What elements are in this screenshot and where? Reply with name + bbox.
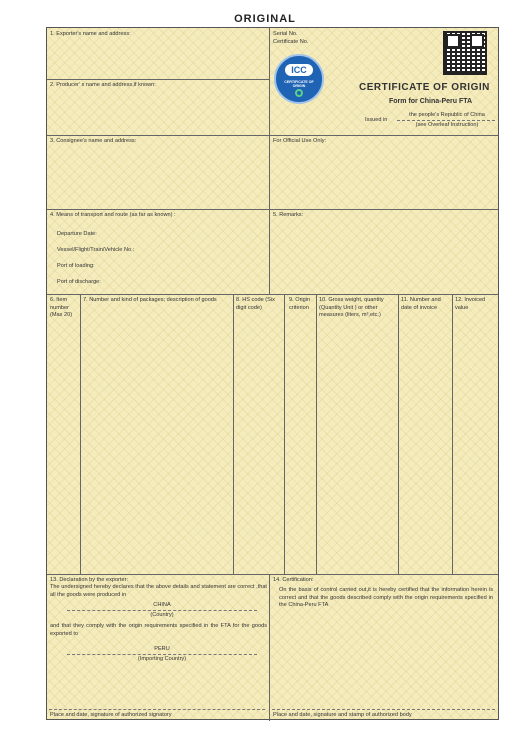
issued-country: the people's Republic of China xyxy=(409,112,485,118)
divider xyxy=(47,135,498,136)
divider xyxy=(269,28,270,294)
departure-date-label: Departure Date: xyxy=(57,231,97,237)
column-header-gross-weight: 10. Gross weight, quantity (Quantity Unit ) or other measures (liters, m³,etc.) xyxy=(319,297,384,319)
importing-country-caption: (Importing Country) xyxy=(137,656,187,662)
port-loading-label: Port of loading: xyxy=(57,263,95,269)
seal-band-text: CERTIFICATE OF ORIGIN xyxy=(284,80,314,88)
declaration-text: The undersigned hereby declares that the above details and statement are correct ,that all the goods were produced in xyxy=(50,584,267,598)
overleaf-instruction: (see Overleaf Instruction) xyxy=(415,122,479,128)
divider xyxy=(398,294,399,574)
divider xyxy=(67,610,257,611)
producer-label: 2. Producer' s name and address,if known: xyxy=(50,82,156,88)
column-header-invoiced-value: 12. Invoiced value xyxy=(455,297,486,311)
issued-in-label: Issued in xyxy=(365,117,388,123)
divider xyxy=(47,574,498,575)
column-header-origin-criterion: 9. Origin criterion xyxy=(289,297,311,311)
seal-arrow-icon xyxy=(295,89,303,97)
column-header-item-number: 6. Item number (Max 20) xyxy=(50,297,73,319)
column-header-description: 7. Number and kind of packages; description of goods xyxy=(83,297,217,303)
divider xyxy=(284,294,285,574)
exported-to-country: PERU xyxy=(154,646,170,652)
exporter-signature-label: Place and date, signature of authorized signatory xyxy=(50,712,172,718)
divider xyxy=(67,654,257,655)
certification-label: 14. Certification: xyxy=(273,577,314,583)
divider xyxy=(233,294,234,574)
certificate-title: CERTIFICATE OF ORIGIN xyxy=(359,82,490,93)
seal-logo: ICC xyxy=(285,64,313,76)
remarks-label: 5. Remarks: xyxy=(273,212,304,218)
column-header-hs-code: 8. HS code (Six digit code) xyxy=(236,297,275,311)
certificate-number-label: Certificate No. xyxy=(273,39,309,45)
produced-in-country: CHINA xyxy=(153,602,171,608)
transport-label: 4. Means of transport and route (as far as known) : xyxy=(50,212,176,218)
divider xyxy=(47,209,498,210)
document-heading: ORIGINAL xyxy=(234,13,296,25)
divider xyxy=(316,294,317,574)
country-caption: (Country) xyxy=(150,612,174,618)
certificate-form xyxy=(46,27,499,720)
comply-text: and that they comply with the origin requirements specified in the FTA for the goods exported to xyxy=(50,623,267,637)
vessel-label: Vessel/Flight/Train/Vehicle No.: xyxy=(57,247,135,253)
certification-text: On the basis of control carried out,it is hereby certified that the information herein is correct and that the goods described comply with the origin requirements specified in the China-Peru FTA xyxy=(279,587,493,609)
serial-number-label: Serial No. xyxy=(273,31,298,37)
divider xyxy=(452,294,453,574)
divider xyxy=(80,294,81,574)
port-discharge-label: Port of discharge: xyxy=(57,279,101,285)
divider xyxy=(47,79,269,80)
declaration-label: 13. Declaration by the exporter: xyxy=(50,577,129,583)
consignee-label: 3. Consignee's name and address: xyxy=(50,138,137,144)
qr-code-icon xyxy=(443,31,487,75)
certificate-subtitle: Form for China-Peru FTA xyxy=(389,98,473,105)
divider xyxy=(397,120,495,121)
exporter-label: 1. Exporter's name and address: xyxy=(50,31,131,37)
official-use-label: For Official Use Only: xyxy=(273,138,327,144)
divider xyxy=(269,574,270,721)
divider xyxy=(272,709,495,710)
divider xyxy=(47,294,498,295)
column-header-invoice: 11. Number and date of invoice xyxy=(401,297,441,311)
authority-signature-label: Place and date, signature and stamp of authorized body xyxy=(273,712,412,718)
icc-seal-icon xyxy=(274,54,324,104)
divider xyxy=(49,709,265,710)
